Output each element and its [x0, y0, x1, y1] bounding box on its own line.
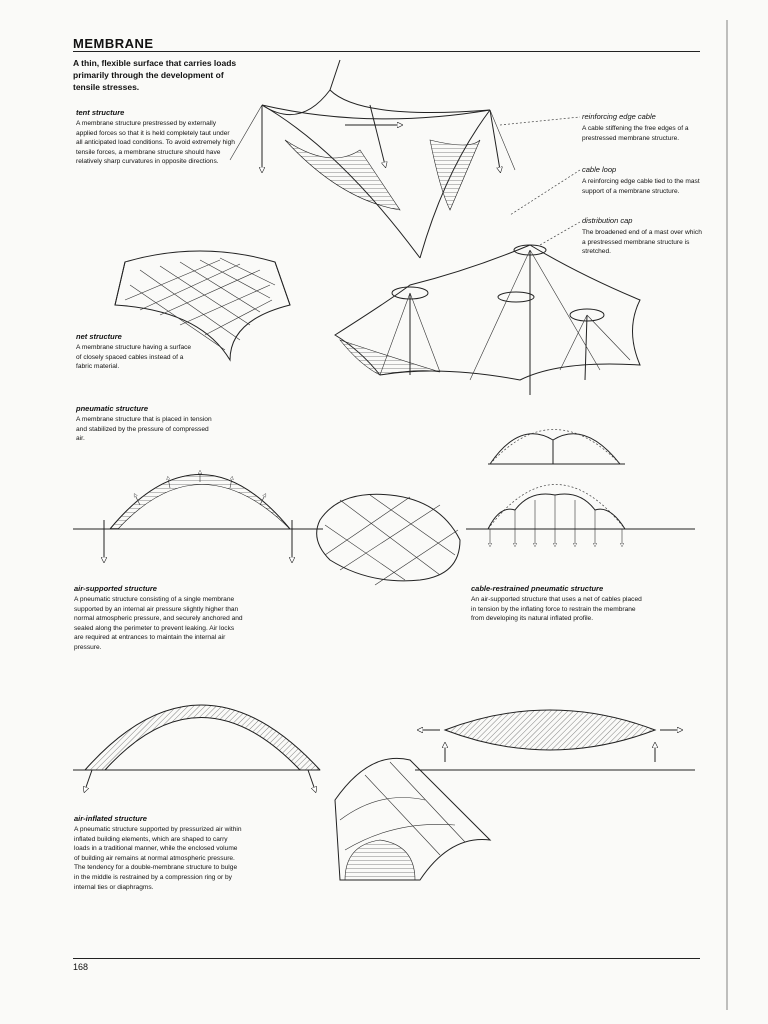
cable-loop-term: cable loop [582, 165, 617, 174]
distribution-cap-definition: The broadened end of a mast over which a prestressed membrane structure is stretched. [582, 229, 702, 256]
inflated-vault-drawing [335, 758, 490, 880]
air-supported-structure-definition: A pneumatic structure consisting of a single membrane supported by an internal air pressure slightly higher than normal atmospheric pressure, and securely anchored and sealed along the perimeter to prevent leaking. Air locks are required at entrances to maintain the internal air pressure. [74, 596, 243, 651]
tent-structure-drawing [230, 60, 580, 258]
lens-beam-drawing [415, 710, 695, 770]
edge-cable-definition: A cable stiffening the free edges of a prestressed membrane structure. [582, 125, 689, 142]
cable-loop-definition: A reinforcing edge cable tied to the mast support of a membrane structure. [582, 178, 700, 195]
cable-restrained-drawing [466, 430, 695, 546]
air-inflated-structure-definition: A pneumatic structure supported by pressurized air within inflated building elements, which are shaped to carry loads in a traditional manner, while the enclosed volume of building air remains at normal atmospheric pressure. The tendency for a double-membrane structure to bulge in the middle is restrained by a compression ring or by internal ties or diaphragms. [74, 826, 242, 891]
net-structure-definition: A membrane structure having a surface of closely spaced cables instead of a fabric material. [76, 344, 192, 371]
edge-cable-term: reinforcing edge cable [582, 112, 656, 121]
pneumatic-structure-term: pneumatic structure [76, 404, 149, 413]
air-inflated-structure-term: air-inflated structure [74, 814, 147, 823]
tent-structure-term: tent structure [76, 108, 125, 117]
cable-restrained-definition: An air-supported structure that uses a net of cables placed in tension by the inflating force to restrain the membrane from developing its natural inflated profile. [471, 596, 642, 623]
pillow-dome-drawing [317, 494, 460, 585]
net-structure-term: net structure [76, 332, 122, 341]
net-structure-drawing [115, 251, 290, 360]
tent-structure-definition: A membrane structure prestressed by externally applied forces so that it is held completely taut under all anticipated load conditions. To avoid extremely high tensile forces, a membrane structure should have relatively sharp curvatures in opposite directions. [76, 120, 235, 166]
pneumatic-structure-definition: A membrane structure that is placed in tension and stabilized by the pressure of compressed air. [76, 416, 212, 443]
page-title: MEMBRANE [73, 36, 154, 51]
cable-restrained-term: cable-restrained pneumatic structure [471, 584, 604, 593]
air-inflated-arch-drawing [73, 705, 320, 790]
intro-text: A thin, flexible surface that carries loads primarily through the development of tensile stresses. [73, 58, 237, 92]
air-supported-dome-drawing [73, 472, 323, 560]
air-supported-structure-term: air-supported structure [74, 584, 157, 593]
distribution-cap-term: distribution cap [582, 216, 633, 225]
page-number: 168 [73, 962, 89, 972]
